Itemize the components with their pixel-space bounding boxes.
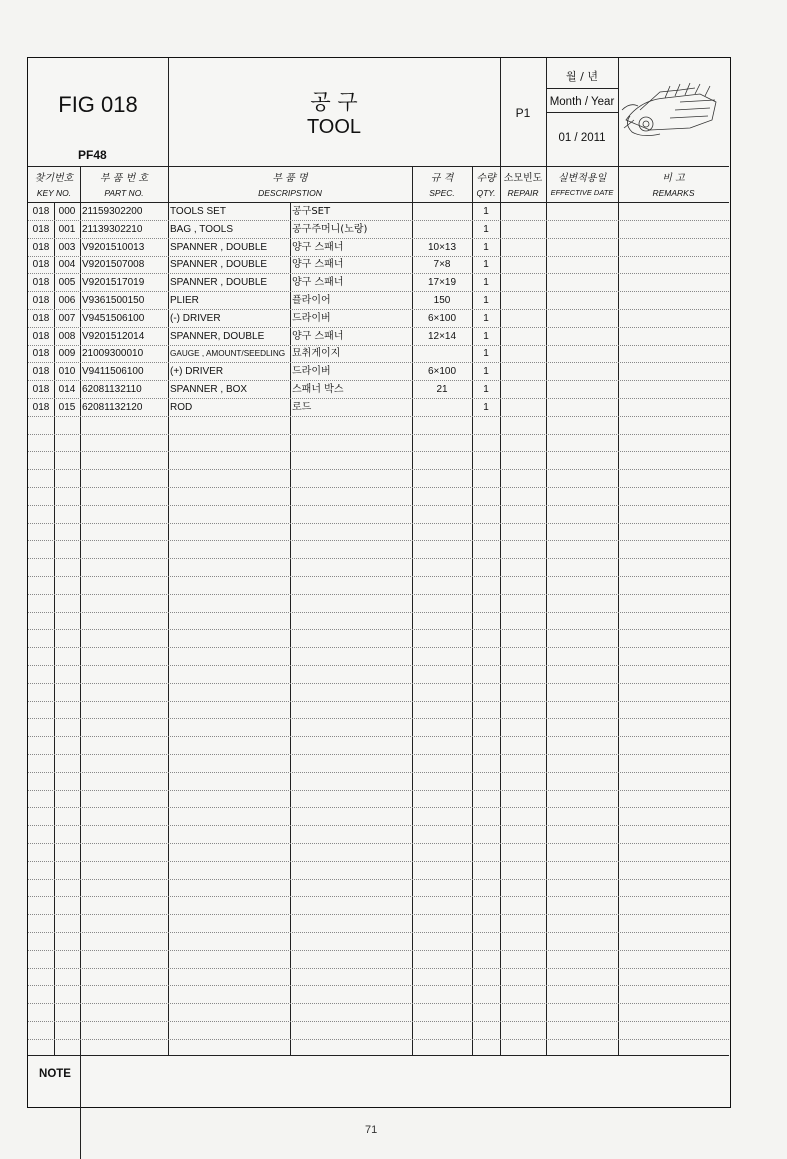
col-remarks-ko: 비 고 — [662, 173, 685, 184]
ruled-line — [28, 434, 729, 435]
cell-part: 21009300010 — [82, 348, 144, 360]
cell-qty: 1 — [483, 330, 489, 342]
cell-desc-en: SPANNER , BOX — [170, 384, 248, 395]
col-key: KEY NO. — [36, 188, 72, 198]
cell-spec: 12×14 — [427, 330, 457, 342]
cell-desc-ko: 드라이버 — [292, 312, 331, 324]
ruled-line — [28, 523, 729, 524]
ruled-line — [28, 825, 729, 826]
cell-qty: 1 — [483, 312, 489, 324]
cell-key: 000 — [58, 206, 76, 217]
cell-part: 21139302210 — [82, 223, 143, 235]
ruled-line — [28, 487, 729, 488]
cell-key: 007 — [58, 312, 76, 324]
cell-key: 014 — [58, 384, 76, 395]
cell-part: V9201510013 — [82, 241, 145, 253]
ruled-line — [28, 469, 729, 470]
cell-desc-en: (-) DRIVER — [170, 312, 221, 324]
cell-desc-en: SPANNER , DOUBLE — [170, 241, 268, 253]
cell-desc-ko: 로드 — [292, 401, 312, 413]
ruled-line — [28, 843, 729, 844]
page-code: P1 — [515, 106, 531, 120]
cell-desc-ko: 공구SET — [292, 206, 331, 217]
figure-number: FIG 018 — [58, 92, 138, 117]
cell-qty: 1 — [483, 241, 489, 253]
cell-spec: 6×100 — [427, 366, 457, 378]
col-desc-ko: 부 품 명 — [272, 173, 308, 184]
ruled-line — [28, 540, 729, 541]
ruled-line — [28, 594, 729, 595]
cell-part: V9201517019 — [82, 277, 145, 289]
cell-fig: 018 — [32, 348, 50, 360]
cell-key: 004 — [58, 259, 76, 271]
cell-fig: 018 — [32, 384, 50, 395]
ruled-line — [28, 879, 729, 880]
ruled-line — [28, 950, 729, 951]
ruled-line — [28, 932, 729, 933]
cell-key: 009 — [58, 348, 76, 360]
cell-qty: 1 — [483, 401, 489, 413]
date-value: 01 / 2011 — [558, 132, 606, 144]
cell-desc-ko: 스패너 박스 — [292, 384, 344, 395]
ruled-line — [28, 985, 729, 986]
col-qty: QTY. — [476, 188, 496, 198]
cell-key: 006 — [58, 295, 76, 306]
page-number: 71 — [365, 1124, 378, 1136]
cell-desc-en: SPANNER, DOUBLE — [170, 330, 265, 342]
cell-spec: 7×8 — [433, 259, 451, 271]
cell-part: V9451506100 — [82, 312, 145, 324]
ruled-line — [28, 718, 729, 719]
cell-part: V9411506100 — [82, 366, 144, 378]
cell-fig: 018 — [32, 259, 50, 271]
cell-key: 015 — [58, 401, 76, 413]
ruled-line — [28, 790, 729, 791]
col-part: PART NO. — [104, 188, 144, 198]
ruled-line — [28, 861, 729, 862]
ruled-line — [28, 772, 729, 773]
cell-fig: 018 — [32, 206, 50, 217]
ruled-line — [28, 701, 729, 702]
cell-spec: 21 — [436, 384, 448, 395]
col-repair-ko: 소모빈도 — [503, 173, 543, 184]
col-remarks: REMARKS — [652, 188, 695, 198]
ruled-line — [28, 416, 729, 417]
cell-spec: 17×19 — [427, 277, 457, 289]
date-label-korean: 월 / 년 — [566, 70, 598, 83]
ruled-line — [28, 914, 729, 915]
cell-key: 003 — [58, 241, 76, 253]
ruled-line — [28, 754, 729, 755]
col-key-ko: 찾기번호 — [34, 173, 74, 184]
cell-part: 62081132120 — [82, 401, 143, 413]
cell-desc-ko: 플라이어 — [292, 295, 331, 306]
col-qty-ko: 수량 — [476, 173, 496, 184]
cell-fig: 018 — [32, 312, 50, 324]
cell-key: 010 — [58, 366, 76, 378]
ruled-line — [28, 736, 729, 737]
parts-sheet — [27, 57, 731, 1108]
date-label: Month / Year — [549, 96, 615, 108]
cell-qty: 1 — [483, 384, 489, 395]
page-title: TOOL — [306, 116, 362, 138]
cell-fig: 018 — [32, 295, 50, 306]
cell-part: V9361500150 — [82, 295, 145, 306]
cell-qty: 1 — [483, 366, 489, 378]
ruled-line — [28, 647, 729, 648]
col-effective-ko: 실변적용일 — [557, 173, 607, 184]
cell-qty: 1 — [483, 295, 489, 306]
cell-fig: 018 — [32, 277, 50, 289]
cell-desc-en: BAG , TOOLS — [170, 223, 233, 235]
ruled-line — [28, 612, 729, 613]
cell-qty: 1 — [483, 223, 489, 235]
cell-key: 008 — [58, 330, 76, 342]
cell-fig: 018 — [32, 366, 50, 378]
ruled-line — [28, 505, 729, 506]
cell-spec: 6×100 — [427, 312, 457, 324]
model-code: PF48 — [78, 148, 107, 162]
cell-qty: 1 — [483, 348, 489, 360]
col-effective: EFFECTIVE DATE — [550, 188, 614, 197]
cell-spec: 150 — [433, 295, 451, 306]
cell-fig: 018 — [32, 330, 50, 342]
ruled-line — [28, 1021, 729, 1022]
cell-qty: 1 — [483, 206, 489, 217]
col-desc: DESCRIPSTION — [258, 188, 322, 198]
ruled-line — [28, 558, 729, 559]
ruled-line — [28, 968, 729, 969]
page-title-korean: 공 구 — [310, 90, 358, 114]
cell-desc-en: PLIER — [170, 295, 199, 306]
cell-part: V9201512014 — [82, 330, 145, 342]
ruled-line — [28, 451, 729, 452]
ruled-line — [28, 576, 729, 577]
cell-qty: 1 — [483, 259, 489, 271]
cell-desc-ko: 양구 스패너 — [292, 330, 344, 342]
ruled-line — [28, 896, 729, 897]
ruled-line — [28, 629, 729, 630]
machine-illustration — [620, 80, 724, 142]
cell-desc-en: GAUGE , AMOUNT/SEEDLING — [170, 349, 286, 359]
cell-part: 21159302200 — [82, 206, 143, 217]
cell-desc-en: SPANNER , DOUBLE — [170, 277, 268, 289]
cell-desc-en: TOOLS SET — [170, 206, 226, 217]
cell-desc-ko: 공구주머니(노랑) — [292, 223, 368, 235]
cell-desc-ko: 양구 스패너 — [292, 259, 344, 271]
cell-key: 005 — [58, 277, 76, 289]
cell-part: V9201507008 — [82, 259, 145, 271]
col-repair: REPAIR — [507, 188, 539, 198]
cell-desc-ko: 양구 스패너 — [292, 277, 344, 289]
cell-part: 62081132110 — [82, 384, 142, 395]
col-spec: SPEC. — [429, 188, 455, 198]
ruled-line — [28, 683, 729, 684]
ruled-line — [28, 1003, 729, 1004]
cell-desc-en: SPANNER , DOUBLE — [170, 259, 268, 271]
cell-spec: 10×13 — [427, 241, 457, 253]
cell-fig: 018 — [32, 401, 50, 413]
cell-qty: 1 — [483, 277, 489, 289]
cell-fig: 018 — [32, 241, 50, 253]
cell-desc-en: ROD — [170, 401, 193, 413]
ruled-line — [28, 665, 729, 666]
cell-key: 001 — [58, 223, 76, 235]
cell-fig: 018 — [32, 223, 50, 235]
cell-desc-ko: 양구 스패너 — [292, 241, 344, 253]
col-part-ko: 부 품 번 호 — [99, 173, 149, 184]
ruled-line — [28, 1039, 729, 1040]
cell-desc-ko: 묘취게이지 — [292, 348, 341, 360]
cell-desc-en: (+) DRIVER — [170, 366, 224, 378]
ruled-line — [28, 807, 729, 808]
cell-desc-ko: 드라이버 — [292, 366, 331, 378]
col-spec-ko: 규 격 — [430, 173, 454, 184]
note-label: NOTE — [39, 1068, 71, 1080]
